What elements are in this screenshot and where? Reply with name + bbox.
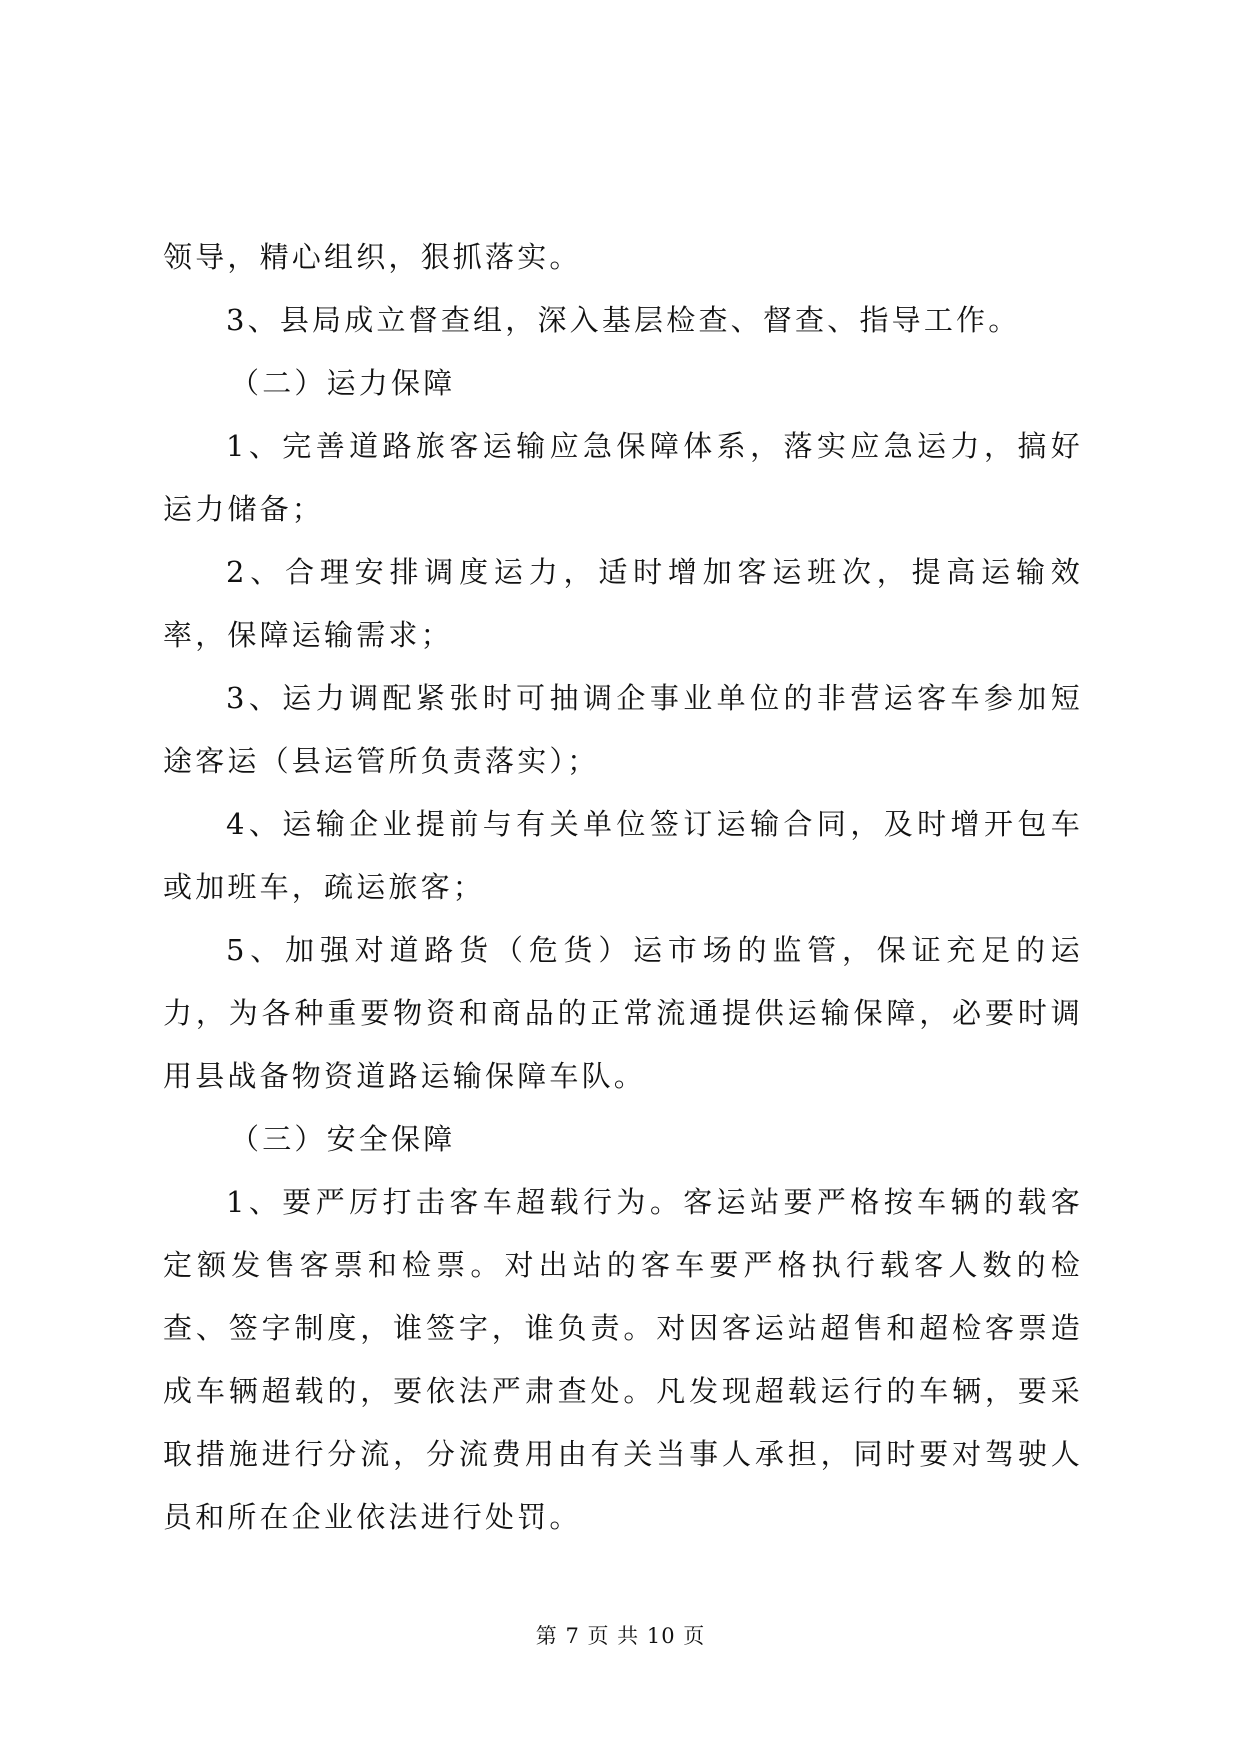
section-heading-capacity: （二）运力保障: [230, 366, 456, 400]
document-body: [163, 226, 1083, 1549]
section-heading-safety: （三）安全保障: [230, 1122, 456, 1156]
paragraph-continuation: 领导，精心组织，狠抓落实。: [163, 240, 582, 274]
paragraph-capacity-item-2: 2、合理安排调度运力，适时增加客运班次，提高运输效率，保障运输需求；: [163, 555, 1083, 652]
paragraph-capacity-item-4: 4、运输企业提前与有关单位签订运输合同，及时增开包车或加班车，疏运旅客；: [163, 807, 1083, 904]
paragraph-capacity-item-1: 1、完善道路旅客运输应急保障体系，落实应急运力，搞好运力储备；: [163, 429, 1083, 526]
paragraph-capacity-item-5: 5、加强对道路货（危货）运市场的监管，保证充足的运力，为各种重要物资和商品的正常流通提供运输保障，必要时调用县战备物资道路运输保障车队。: [163, 933, 1083, 1093]
paragraph-item-3-supervision: 3、县局成立督查组，深入基层检查、督查、指导工作。: [226, 303, 1021, 337]
page-number: 第 7 页 共 10 页: [535, 1624, 706, 1648]
paragraph-safety-item-1: 1、要严厉打击客车超载行为。客运站要严格按车辆的载客定额发售客票和检票。对出站的客车要严格执行载客人数的检查、签字制度，谁签字，谁负责。对因客运站超售和超检客票造成车辆超载的，要依法严肃查处。凡发现超载运行的车辆，要采取措施进行分流，分流费用由有关当事人承担，同时要对驾驶人员和所在企业依法进行处罚。: [163, 1185, 1083, 1534]
paragraph-capacity-item-3: 3、运力调配紧张时可抽调企事业单位的非营运客车参加短途客运（县运管所负责落实）；: [163, 681, 1083, 778]
